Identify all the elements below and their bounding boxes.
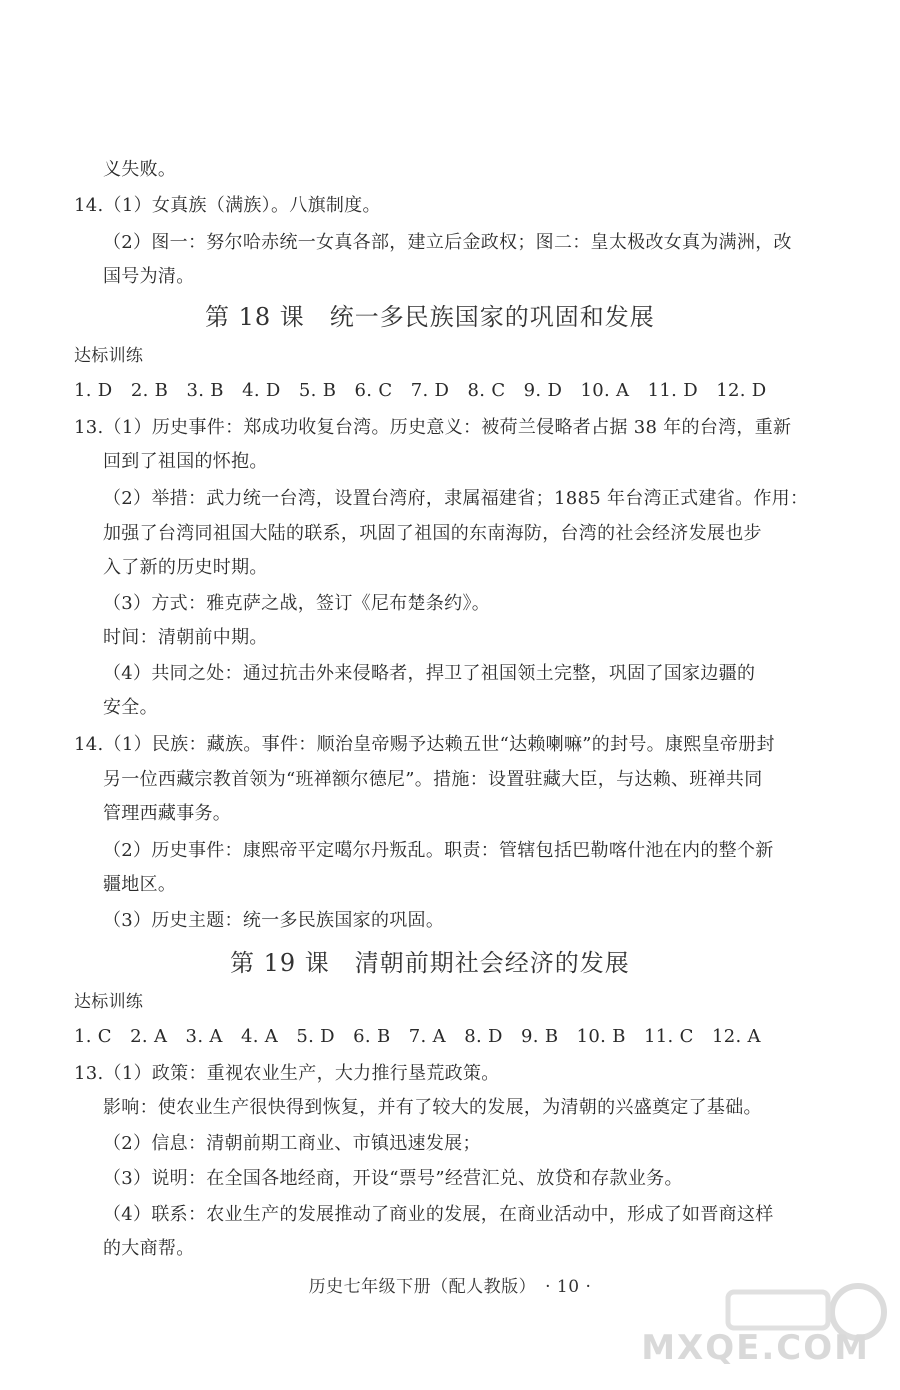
text-line: （4）联系：农业生产的发展推动了商业的发展，在商业活动中，形成了如晋商这样: [103, 1204, 774, 1225]
question-14: 14.（1）民族：藏族。事件：顺治皇帝赐予达赖五世“达赖喇嘛”的封号。康熙皇帝册封: [74, 734, 775, 755]
question-13: 13.（1）历史事件：郑成功收复台湾。历史意义：被荷兰侵略者占据 38 年的台湾，重新: [74, 417, 792, 438]
text-line: 安全。: [103, 697, 158, 718]
text-line: 加强了台湾同祖国大陆的联系，巩固了祖国的东南海防，台湾的社会经济发展也步: [103, 523, 762, 544]
text-line: 另一位西藏宗教首领为“班禅额尔德尼”。措施：设置驻藏大臣，与达赖、班禅共同: [103, 769, 763, 790]
text-line: （2）举措：武力统一台湾，设置台湾府，隶属福建省；1885 年台湾正式建省。作用：: [103, 488, 809, 509]
text-line: 时间：清朝前中期。: [103, 627, 268, 648]
lesson-18-title: 第 18 课 统一多民族国家的巩固和发展: [205, 303, 655, 331]
section-label: 达标训练: [74, 346, 144, 366]
watermark-logo: [641, 1262, 888, 1382]
lesson-19-title: 第 19 课 清朝前期社会经济的发展: [230, 949, 630, 977]
watermark-text: MXQE.COM: [641, 1328, 870, 1368]
text-line: 回到了祖国的怀抱。: [103, 451, 268, 472]
text-line: （3）历史主题：统一多民族国家的巩固。: [103, 910, 445, 931]
text-line: 疆地区。: [103, 874, 177, 895]
text-line: 入了新的历史时期。: [103, 557, 268, 578]
text-line: （3）方式：雅克萨之战，签订《尼布楚条约》。: [103, 593, 491, 614]
text-line: （2）历史事件：康熙帝平定噶尔丹叛乱。职责：管辖包括巴勒喀什池在内的整个新: [103, 840, 774, 861]
text-line: 管理西藏事务。: [103, 803, 232, 824]
text-line: （3）说明：在全国各地经商，开设“票号”经营汇兑、放贷和存款业务。: [103, 1168, 683, 1189]
text-line: 影响：使农业生产很快得到恢复，并有了较大的发展，为清朝的兴盛奠定了基础。: [103, 1097, 762, 1118]
text-line: （4）共同之处：通过抗击外来侵略者，捍卫了祖国领土完整，巩固了国家边疆的: [103, 663, 756, 684]
question-14: 14.（1）女真族（满族）。八旗制度。: [74, 195, 381, 216]
page-footer: 历史七年级下册（配人教版） · 10 ·: [308, 1277, 592, 1297]
text-line: 的大商帮。: [103, 1238, 195, 1259]
question-13: 13.（1）政策：重视农业生产，大力推行垦荒政策。: [74, 1063, 500, 1084]
text-line: （2）图一：努尔哈赤统一女真各部，建立后金政权；图二：皇太极改女真为满洲，改: [103, 232, 792, 253]
mc-answers: 1. D 2. B 3. B 4. D 5. B 6. C 7. D 8. C 9. D 10. A 11. D 12. D: [74, 380, 767, 401]
text-line: 国号为清。: [103, 266, 195, 287]
text-line: （2）信息：清朝前期工商业、市镇迅速发展；: [103, 1133, 481, 1154]
text-line: 义失败。: [103, 159, 177, 180]
section-label: 达标训练: [74, 992, 144, 1012]
mc-answers: 1. C 2. A 3. A 4. A 5. D 6. B 7. A 8. D 9. B 10. B 11. C 12. A: [74, 1026, 761, 1047]
